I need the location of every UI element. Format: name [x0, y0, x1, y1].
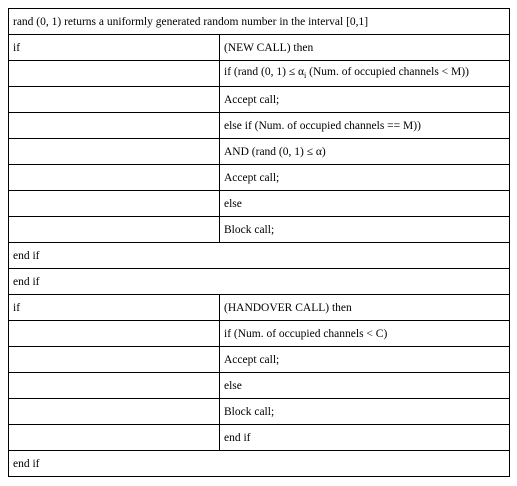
table-row: [9, 191, 510, 217]
algorithm-table: [8, 8, 510, 477]
table-row: [9, 347, 510, 373]
description-cell: rand (0, 1) returns a uniformly generated random number in the interval [0,1]: [9, 9, 510, 35]
keyword-cell: if: [9, 295, 220, 321]
statement-cell: Block call;: [220, 217, 510, 243]
table-row: [9, 87, 510, 113]
condition-cell: (HANDOVER CALL) then: [220, 295, 510, 321]
table-row: [9, 165, 510, 191]
subscript-text: i: [304, 70, 307, 80]
keyword-cell: [9, 87, 220, 113]
statement-cell: else: [220, 191, 510, 217]
statement-tail-text: (Num. of occupied channels < M)): [306, 65, 469, 78]
table-row: [9, 61, 510, 87]
statement-cell: [220, 61, 510, 87]
keyword-cell: [9, 61, 220, 87]
table-row: [9, 321, 510, 347]
table-row: [9, 451, 510, 477]
table-row: [9, 295, 510, 321]
keyword-cell: if: [9, 35, 220, 61]
keyword-cell: [9, 425, 220, 451]
table-row: [9, 113, 510, 139]
keyword-cell: [9, 321, 220, 347]
end-if-cell: end if: [9, 243, 510, 269]
statement-cell: AND (rand (0, 1) ≤ α): [220, 139, 510, 165]
statement-cell: else if (Num. of occupied channels == M)): [220, 113, 510, 139]
table-row: [9, 217, 510, 243]
statement-cell: end if: [220, 425, 510, 451]
table-row: [9, 269, 510, 295]
keyword-cell: [9, 399, 220, 425]
keyword-cell: [9, 191, 220, 217]
table-row: [9, 399, 510, 425]
table-row: [9, 373, 510, 399]
statement-cell: else: [220, 373, 510, 399]
keyword-cell: [9, 373, 220, 399]
keyword-cell: [9, 165, 220, 191]
keyword-cell: [9, 217, 220, 243]
condition-cell: (NEW CALL) then: [220, 35, 510, 61]
table-row: [9, 9, 510, 35]
table-row: [9, 425, 510, 451]
statement-cell: Accept call;: [220, 87, 510, 113]
end-if-cell: end if: [9, 451, 510, 477]
keyword-cell: [9, 139, 220, 165]
table-row: [9, 243, 510, 269]
statement-cell: Block call;: [220, 399, 510, 425]
end-if-cell: end if: [9, 269, 510, 295]
statement-cell: Accept call;: [220, 165, 510, 191]
table-row: [9, 139, 510, 165]
statement-cell: Accept call;: [220, 347, 510, 373]
statement-text: if (rand (0, 1) ≤ α: [224, 65, 305, 78]
keyword-cell: [9, 113, 220, 139]
table-row: [9, 35, 510, 61]
statement-cell: if (Num. of occupied channels < C): [220, 321, 510, 347]
keyword-cell: [9, 347, 220, 373]
